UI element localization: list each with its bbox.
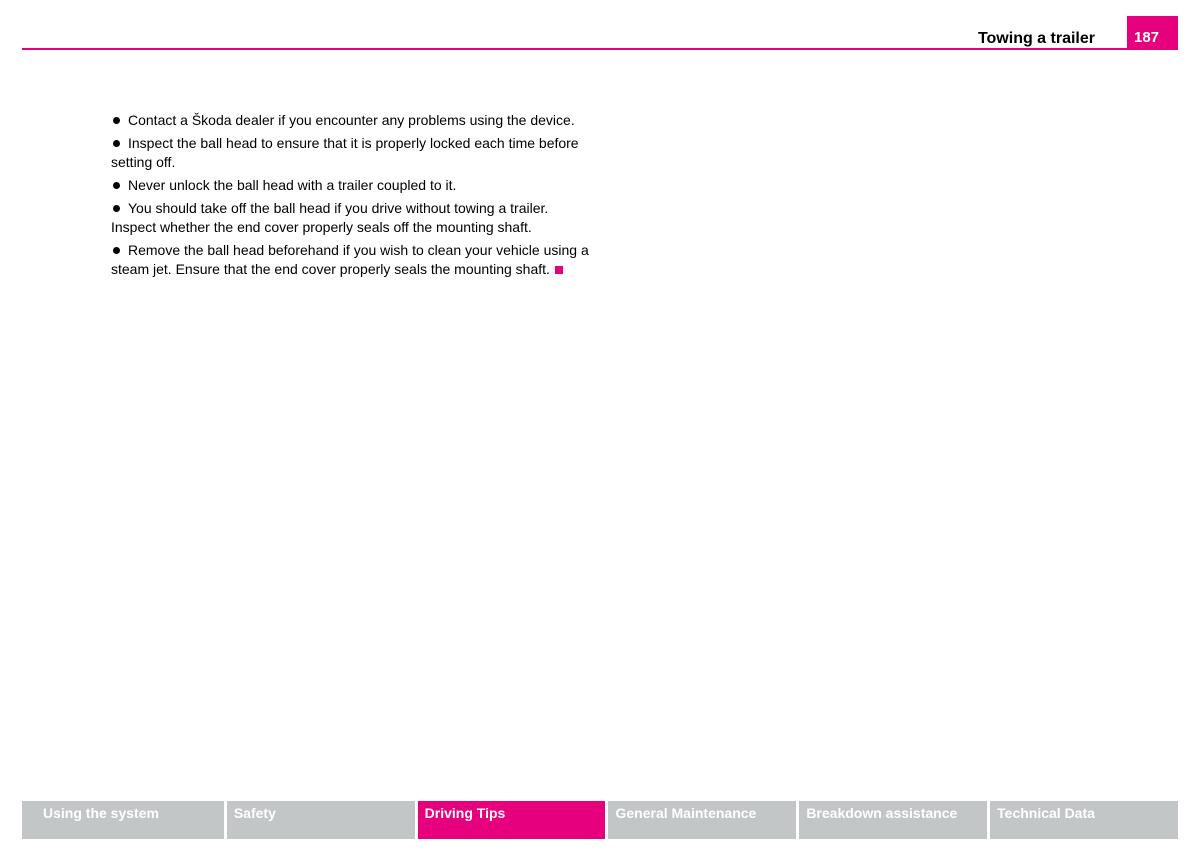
chapter-nav xyxy=(22,801,1178,839)
bullet-icon xyxy=(113,205,120,212)
nav-tab-safety[interactable]: Safety xyxy=(227,801,415,839)
bullet-item xyxy=(111,176,589,195)
bullet-text: You should take off the ball head if you drive without towing a trailer. Inspect whether the end cover properly seals off the mounting shaft. xyxy=(111,200,549,235)
nav-tab-using-the-system[interactable]: Using the system xyxy=(22,801,224,839)
bullet-icon xyxy=(113,182,120,189)
bullet-icon xyxy=(113,117,120,124)
nav-tab-driving-tips[interactable]: Driving Tips xyxy=(418,801,606,839)
page-number: 187 xyxy=(1127,16,1178,50)
bullet-item xyxy=(111,111,589,130)
nav-tab-technical-data[interactable]: Technical Data xyxy=(990,801,1178,839)
section-title: Towing a trailer xyxy=(977,30,1095,47)
bullet-text: Inspect the ball head to ensure that it is properly locked each time before setting off. xyxy=(111,135,579,170)
bullet-item xyxy=(111,134,589,172)
bullet-icon xyxy=(113,140,120,147)
section-end-icon xyxy=(555,266,563,274)
nav-tab-general-maintenance[interactable]: General Maintenance xyxy=(608,801,796,839)
bullet-item xyxy=(111,199,589,237)
main-content xyxy=(111,111,589,283)
bullet-item xyxy=(111,241,589,279)
nav-tab-breakdown-assistance[interactable]: Breakdown assistance xyxy=(799,801,987,839)
bullet-text: Contact a Škoda dealer if you encounter any problems using the device. xyxy=(128,112,575,128)
bullet-icon xyxy=(113,247,120,254)
bullet-text: Never unlock the ball head with a trailer coupled to it. xyxy=(128,177,457,193)
bullet-text: Remove the ball head beforehand if you wish to clean your vehicle using a steam jet. Ensure that the end cover properly seals the mounting shaft. xyxy=(111,242,589,277)
header-divider xyxy=(22,48,1178,50)
